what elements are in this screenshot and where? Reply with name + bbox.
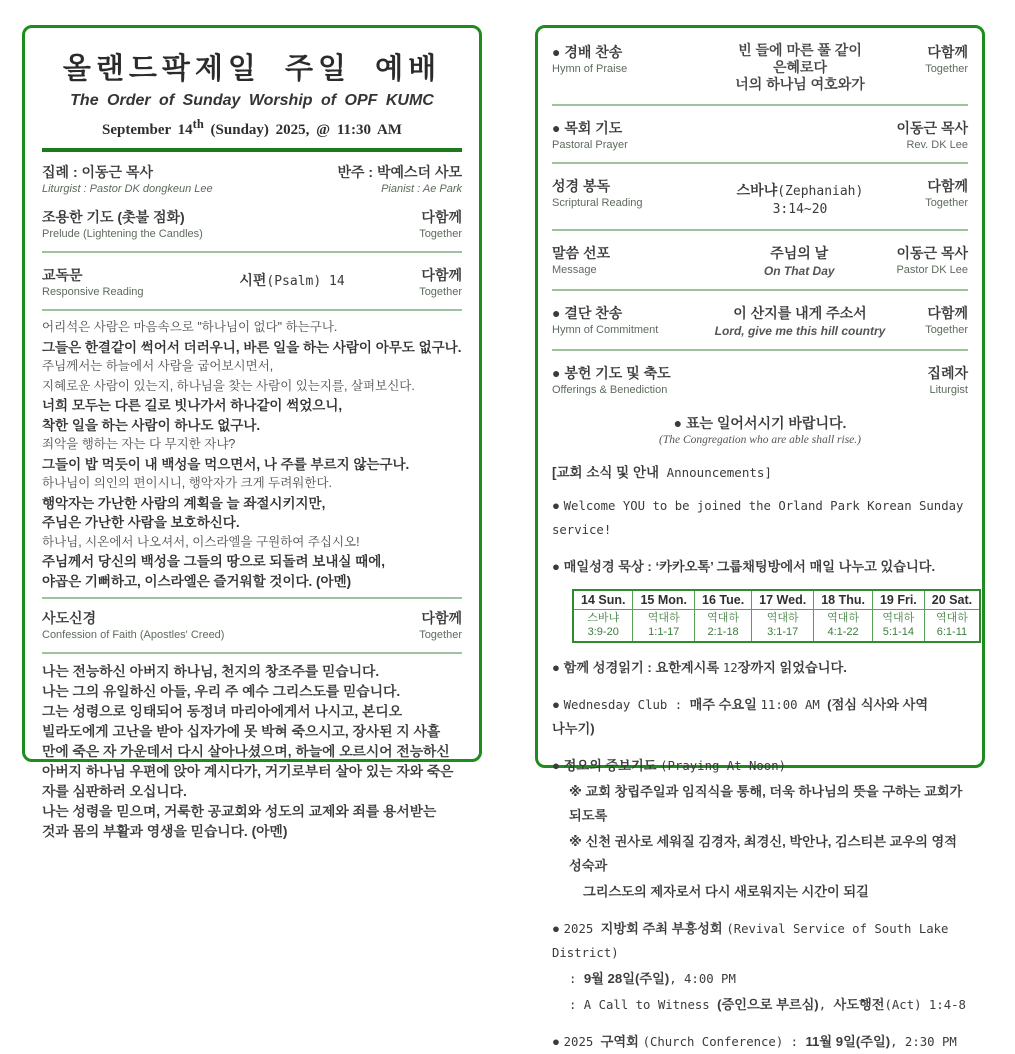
roles-row [42,162,462,195]
reading-table-day: 16 Tue. [695,590,752,610]
message-who-en: Pastor DK Lee [896,264,968,276]
row-divider [42,251,462,253]
pianist-en: Pianist : Ae Park [381,183,462,195]
message-title-ko: 주님의 날 [770,245,829,261]
commitment-en: Hymn of Commitment [552,324,659,336]
reading-table-passage: 스바냐 3:9-20 [573,610,633,643]
reading-table-day: 15 Mon. [633,590,695,610]
reading-center-ref: (Psalm) 14 [266,274,345,289]
reading-ko: 교독문 [42,267,83,283]
reading-table-passage: 역대하 5:1-14 [872,610,924,643]
liturgist-en: Liturgist : Pastor DK dongkeun Lee [42,183,213,195]
responsive-reading-text [42,318,462,591]
service-row-scripture-reading [552,170,968,223]
commitment-who-en: Together [925,324,968,336]
prelude-en: Prelude (Lightening the Candles) [42,228,203,240]
psalm-line: 야곱은 기뻐하고, 이스라엘은 즐거워할 것이다. (아멘) [42,573,352,589]
reading-who-en: Together [419,286,462,298]
announcement-line: ● Welcome YOU to be joined the Orland Park Korean Sunday service! [552,498,964,537]
announcements-header: [교회 소식 및 안내 Announcements] [552,465,772,480]
creed-paragraph: 나는 전능하신 아버지 하나님, 천지의 창조주를 믿습니다. [42,664,380,679]
psalm-line: 지혜로운 사람이 있는지, 하나님을 찾는 사람이 있는지를, 살펴보신다. [42,378,415,393]
announcement-line: ● Wednesday Club : 매주 수요일 11:00 AM (점심 식사와 사역 나누기) [552,697,929,736]
announcements-bottom [552,656,968,1054]
creed-who-en: Together [419,629,462,641]
service-row-prelude [42,201,462,245]
psalm-line: 착한 일을 하는 사람이 하나도 없구나. [42,417,261,433]
row-divider [42,309,462,311]
commitment-title-en: Lord, give me this hill country [714,324,886,338]
hymn-praise-en: Hymn of Praise [552,63,628,75]
psalm-line: 행악자는 가난한 사람의 계획을 늘 좌절시키지만, [42,495,326,511]
row-divider [42,652,462,654]
offering-who-en: Liturgist [929,384,968,396]
commitment-title-ko: 이 산지를 내게 주소서 [733,305,867,321]
announcement-line: ※ 신천 권사로 세워질 김경자, 최경신, 박안나, 김스티븐 교우의 영적 성숙과 [569,834,958,873]
psalm-line: 그들은 한결같이 썩어서 더러우니, 바른 일을 하는 사람이 아무도 없구나. [42,339,462,355]
liturgist-ko: 집례 : 이동근 목사 [42,164,153,180]
stand-note-ko: ● 표는 일어서시기 바랍니다. [673,415,847,431]
service-row-hymn-of-commitment [552,297,968,343]
reading-table-day: 18 Thu. [814,590,873,610]
message-who-ko: 이동근 목사 [896,245,968,261]
reading-table-passage: 역대하 1:1-17 [633,610,695,643]
pianist-block [337,162,462,195]
message-center [702,243,896,278]
psalm-line: 하나님, 시온에서 나오셔서, 이스라엘을 구원하여 주십시오! [42,534,360,549]
hymn-praise-who-en: Together [925,63,968,75]
scripture-center [702,176,898,218]
bulletin-page-right [535,25,985,1049]
commitment-center [702,303,898,338]
reading-center [192,265,392,290]
prelude-who-ko: 다함께 [421,209,462,225]
pastoral-who-en: Rev. DK Lee [906,139,968,151]
message-en: Message [552,264,597,276]
daily-reading-table [572,589,981,643]
service-row-hymn-of-praise [552,36,968,98]
liturgist-block [42,162,213,195]
pastoral-ko: ● 목회 기도 [552,120,623,136]
stand-note-en: (The Congregation who are able shall rise.) [659,434,861,446]
row-divider [42,597,462,599]
row-divider [552,162,968,164]
pastoral-who-ko: 이동근 목사 [896,120,968,136]
scripture-who-ko: 다함께 [927,178,968,194]
creed-who-ko: 다함께 [421,610,462,626]
page-subtitle: The Order of Sunday Worship of OPF KUMC [70,92,434,109]
row-divider [552,104,968,106]
hymn-praise-center [702,42,898,93]
bulletin-page-left [22,25,482,839]
pastoral-en: Pastoral Prayer [552,139,628,151]
creed-ko: 사도신경 [42,610,97,626]
prelude-who-en: Together [419,228,462,240]
reading-table-day: 14 Sun. [573,590,633,610]
hymn-line: 빈 들에 마른 풀 같이 [738,42,862,58]
reading-table-passage: 역대하 3:1-17 [752,610,814,643]
service-row-message [552,237,968,283]
hymn-line: 너의 하나님 여호와가 [735,76,865,92]
reading-table-day: 17 Wed. [752,590,814,610]
reading-who-ko: 다함께 [421,267,462,283]
pianist-ko: 반주 : 박예스더 사모 [337,164,462,180]
announcement-line: ● 정오의 중보기도 (Praying At Noon) [552,758,787,773]
scripture-en: Scriptural Reading [552,197,643,209]
offering-who-ko: 집례자 [927,365,968,381]
offering-ko: ● 봉헌 기도 및 축도 [552,365,671,381]
announcement-line: ● 2025 구역회 (Church Conference) : 11월 9일(주일), 2:30 PM [552,1034,957,1049]
reading-table-passage: 역대하 2:1-18 [695,610,752,643]
psalm-line: 하나님이 의인의 편이시니, 행악자가 크게 두려워한다. [42,476,332,490]
psalm-line: 어리석은 사람은 마음속으로 "하나님이 없다" 하는구나. [42,320,338,334]
hymn-praise-who-ko: 다함께 [927,44,968,60]
announcement-line: ● 매일성경 묵상 : ‘카카오톡’ 그룹채팅방에서 매일 나누고 있습니다. [552,559,936,574]
page-title: 올랜드팍제일 주일 예배 [62,51,442,85]
reading-table-day: 20 Sat. [924,590,980,610]
commitment-ko: ● 결단 찬송 [552,305,623,321]
hymn-line: 은혜로다 [772,59,828,75]
psalm-line: 죄악을 행하는 자는 다 무지한 자냐? [42,437,236,451]
announcement-line: ※ 교회 창립주일과 임직식을 통해, 더욱 하나님의 뜻을 구하는 교회가 되도록 [569,784,963,823]
scripture-who-en: Together [925,197,968,209]
announcement-line: 그리스도의 제자로서 다시 새로워지는 시간이 되길 [583,884,869,899]
reading-center-ko: 시편 [239,272,267,288]
psalm-line: 주님께서는 하늘에서 사람을 굽어보시면서, [42,359,274,373]
psalm-line: 너희 모두는 다른 길로 빗나가서 하나같이 썩었으니, [42,398,343,413]
creed-paragraph: 나는 그의 유일하신 아들, 우리 주 예수 그리스도를 믿습니다. [42,684,401,699]
row-divider [552,289,968,291]
reading-table-header-row [573,590,980,610]
service-row-offerings-benediction [552,357,968,401]
service-row-responsive-reading [42,259,462,303]
row-divider [552,229,968,231]
announcement-line: ● 2025 지방회 주최 부흥성회 (Revival Service of South Lake District) [552,921,949,960]
stand-note [552,413,968,446]
creed-text [42,662,462,842]
commitment-who-ko: 다함께 [927,305,968,321]
creed-paragraph: 나는 성령을 믿으며, 거룩한 공교회와 성도의 교제와 죄를 용서받는 것과 몸의 부활과 영생을 믿습니다. (아멘) [42,804,437,839]
service-row-creed [42,605,462,646]
offering-en: Offerings & Benediction [552,384,668,396]
service-date: September 14th (Sunday) 2025, @ 11:30 AM [102,117,402,138]
creed-en: Confession of Faith (Apostles' Creed) [42,629,225,641]
message-ko: 말씀 선포 [552,245,610,261]
scripture-center-ref: (Zephaniah) 3:14~20 [772,184,864,217]
psalm-line: 주님께서 당신의 백성을 그들의 땅으로 되돌려 보내실 때에, [42,554,385,569]
reading-table-passage: 역대하 4:1-22 [814,610,873,643]
announcement-line: : A Call to Witness (증인으로 부르심), 사도행전(Act) 1:4-8 [569,997,966,1012]
announcement-line: ● 함께 성경읽기 : 요한계시록 12장까지 읽었습니다. [552,660,847,675]
message-title-en: On That Day [763,264,835,278]
psalm-line: 주님은 가난한 사람을 보호하신다. [42,515,240,530]
announcement-line: : 9월 28일(주일), 4:00 PM [569,971,736,986]
prelude-ko: 조용한 기도 (촛불 점화) [42,209,185,225]
hymn-praise-ko: ● 경배 찬송 [552,44,623,60]
reading-en: Responsive Reading [42,286,144,298]
creed-paragraph: 그는 성령으로 잉태되어 동정녀 마리아에게서 나시고, 본디오 빌라도에게 고난을 받아 십자가에 못 박혀 죽으시고, 장사된 지 사흘 만에 죽은 자 가운데서 다시 살아나셨으며, 하늘에 오르시어 전능하신 아버지 하나님 우편에 앉아 계시다가, 거기로부터 살아 있는 자와 죽은 자를 심판하러 오십니다. [42,704,454,799]
reading-table-passage: 역대하 6:1-11 [924,610,980,643]
psalm-line: 그들이 밥 먹듯이 내 백성을 먹으면서, 나 주를 부르지 않는구나. [42,456,410,472]
row-divider [552,349,968,351]
header-divider [42,148,462,152]
service-row-pastoral-prayer [552,112,968,156]
scripture-center-ko: 스바냐 [736,182,778,198]
date-ordinal: th [192,117,204,131]
reading-table-day: 19 Fri. [872,590,924,610]
announcements-top [552,494,968,579]
reading-table-value-row [573,610,980,643]
scripture-ko: 성경 봉독 [552,178,610,194]
